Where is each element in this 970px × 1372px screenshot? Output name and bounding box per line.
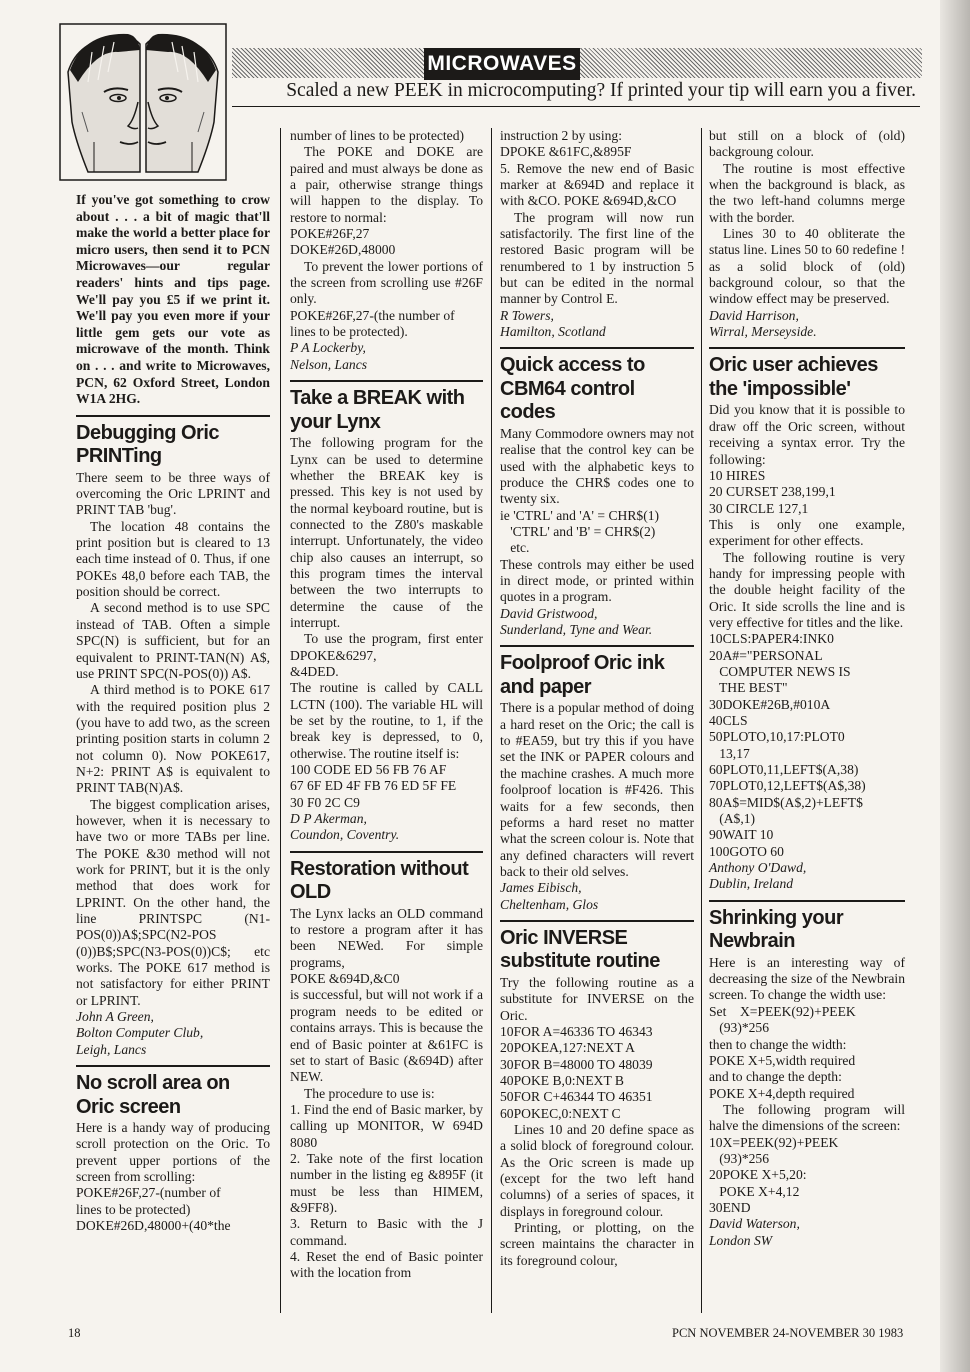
code-listing: 10X=PEEK(92)+PEEK (93)*256 20POKE X+5,20: POKE X+4,12 30END <box>709 1134 839 1215</box>
article-heading: No scroll area on Oric screen <box>76 1065 270 1119</box>
code-listing: 10CLS:PAPER4:INK0 20A#="PERSONAL COMPUTER NEWS IS THE BEST" 30DOKE#26B,#010A 40CLS 50PLOTO,10,17:PLOT0 13,17 60PLOT0,11,LEFT$(A,38) 70PLOT0,12,LEFT$(A$,38) 80A$=MID$(A$,2)+LEFT$ (A$,1) 90WAIT 10 100GOTO 60 <box>709 631 866 859</box>
paragraph: The location 48 contains the print position but is cleared to 13 each time instead of 0. Thus, if one POKEs 48,0 before each TAB, the position should be correct. <box>76 518 270 600</box>
paragraph: is successful, but will not work if a program needs to be edited or contains arrays. This is because the end of Basic pointer at &61FC is set to start of Basic (&694D) after NEW. <box>290 987 483 1085</box>
column-divider <box>701 128 702 1313</box>
section-badge: MICROWAVES <box>424 48 580 80</box>
paragraph: The following routine is very handy for impressing people with the double height facility of the Oric. It side scrolls the line and is very effective for titles and the like. <box>709 549 905 630</box>
code-listing: 10 HIRES 20 CURSET 238,199,1 30 CIRCLE 127,1 <box>709 467 836 516</box>
paragraph: A third method is to POKE 617 with the required position plus 2 (you have to add two, as the screen printing position starts in column 2 not column 0). Now POKE617, N+2: PRINT A$ is equivalent to PRINT TAB(N)A$. <box>76 682 270 796</box>
author-signature: David Harrison, Wirral, Merseyside. <box>709 307 817 340</box>
paragraph: This is only one example, experiment for other effects. <box>709 516 905 549</box>
code-listing: POKE#26F,27-(the number of lines to be protected). <box>290 307 455 340</box>
paragraph: 5. Remove the new end of Basic marker at &694D and replace it with &CO. POKE &694D,&CO <box>500 160 694 209</box>
article-heading: Quick access to CBM64 control codes <box>500 347 694 425</box>
author-signature: R Towers, Hamilton, Scotland <box>500 307 606 340</box>
paragraph: and to change the depth: <box>709 1069 842 1085</box>
paragraph: Did you know that it is possible to draw off the Oric screen, without receiving a syntax error. Try the following: <box>709 402 905 467</box>
paragraph: The following program for the Lynx can be used to determine whether the BREAK key is pressed. This key is not used by the normal keyboard routine, but is connected to the Z80's maskable interrupt. Unfortunately, the video chip also causes an interrupt, so this program times the interval between the two interrupts to determine the cause of the interrupt. <box>290 435 483 630</box>
paragraph: The POKE and DOKE are paired and must always be done as a pair, otherwise strange things will happen to the display. To restore to normal: <box>290 144 483 225</box>
paragraph: The routine is most effective when the background is black, as the two left-hand columns merge with the border. <box>709 160 905 225</box>
column-divider <box>491 128 492 1313</box>
code-listing: ie 'CTRL' and 'A' = CHR$(1) 'CTRL' and 'B' = CHR$(2) etc. <box>500 507 660 556</box>
paragraph: The Lynx lacks an OLD command to restore a program after it has been NEWed. For simple programs, <box>290 905 483 970</box>
two-faces-illustration <box>58 22 228 182</box>
paragraph: There seem to be three ways of overcoming the Oric LPRINT and PRINT TAB 'bug'. <box>76 469 270 518</box>
article-heading: Foolproof Oric ink and paper <box>500 645 694 699</box>
paragraph: These controls may either be used in direct mode, or printed within quotes in a program. <box>500 556 694 605</box>
paragraph: Lines 10 and 20 define space as a solid block of foreground colour. As the Oric screen is made up (except for the two left hand columns) of a series of spaces, it displays in foreground colour. <box>500 1122 694 1219</box>
paragraph: 2. Take note of the first location number in the listing eg &895F (it must be less than HIMEM, &9FF8). <box>290 1150 483 1215</box>
paragraph: Try the following routine as a substitute for INVERSE on the Oric. <box>500 974 694 1023</box>
author-signature: David Gristwood, Sunderland, Tyne and Wear. <box>500 605 653 638</box>
article-heading: Restoration without OLD <box>290 851 483 905</box>
code-listing: POKE X+4,depth required <box>709 1085 855 1101</box>
code-listing: DPOKE &61FC,&895F <box>500 144 632 160</box>
code-listing: number of lines to be protected) <box>290 128 465 143</box>
paragraph: A second method is to use SPC instead of TAB. Often a simple SPC(N) is sufficient, but for an equivalent to PRINT-TAN(N) A$, use PRINT SPC(N-POS(0)) A$. <box>76 600 270 681</box>
paragraph: Many Commodore owners may not realise that the control key can be used with the alphabetic keys to produce the CHR$ codes one to twenty six. <box>500 425 694 507</box>
column-2 <box>290 128 483 1282</box>
column-4 <box>709 128 905 1249</box>
code-listing: Set X=PEEK(92)+PEEK (93)*256 <box>709 1003 856 1036</box>
author-signature: D P Akerman, Coundon, Coventry. <box>290 811 400 843</box>
author-signature: David Waterson, London SW <box>709 1216 800 1248</box>
article-heading: Shrinking your Newbrain <box>709 900 905 954</box>
paragraph: The procedure to use is: <box>304 1085 435 1101</box>
paragraph: but still on a block of (old) backgroung colour. <box>709 128 905 160</box>
code-listing: 100 CODE ED 56 FB 76 AF 67 6F ED 4F FB 76 ED 5F FE 30 F0 2C C9 <box>290 762 457 810</box>
column-3 <box>500 128 694 1269</box>
column-1 <box>76 192 270 1235</box>
code-listing: POKE#26F,27 DOKE#26D,48000 <box>290 226 396 258</box>
header-rule <box>232 106 920 107</box>
article-heading: Oric INVERSE substitute routine <box>500 920 694 974</box>
paragraph: There is a popular method of doing a hard reset on the Oric; the call is to #EA59, but try this if you have set the INK or PAPER colours and the machine crashes. A much more foolproof location is #F426. This waits for a few seconds, then peforms a hard reset no matter what the screen colour is. Note that any defined characters will revert back to their old selves. <box>500 700 694 879</box>
paragraph: 3. Return to Basic with the J command. <box>290 1216 483 1248</box>
author-signature: Anthony O'Dawd, Dublin, Ireland <box>709 860 807 892</box>
paragraph: To use the program, first enter DPOKE&6297, <box>290 631 483 663</box>
page-edge-shadow <box>940 0 970 1372</box>
paragraph: The routine is called by CALL LCTN (100). The variable HL will be set by the routine, to 1, if the break key is depressed, to 0, otherwise. The routine itself is: <box>290 680 483 761</box>
paragraph: Lines 30 to 40 obliterate the status line. Lines 50 to 60 redefine ! as a solid block of (old) background colour, so that the window effect may be preserved. <box>709 226 905 307</box>
page-number: 18 <box>68 1326 81 1340</box>
paragraph: Here is a handy way of producing scroll protection on the Oric. To prevent upper portions of the screen from scrolling: <box>76 1120 270 1185</box>
intro-blurb: If you've got something to crow about . . . a bit of magic that'll make the world a better place for micro users, then send it to PCN Microwaves—our regular readers' hints and tips page. We'll pay you £5 if we print it. We'll pay you even more if your little gem gets our vote as microwave of the month. Think on . . . and write to Microwaves, PCN, 62 Oxford Street, London W1A 2HG. <box>76 192 270 407</box>
code-listing: POKE#26F,27-(number of lines to be protected) DOKE#26D,48000+(40*the <box>76 1185 231 1234</box>
article-heading: Take a BREAK with your Lynx <box>290 380 483 434</box>
article-heading: Debugging Oric PRINTing <box>76 415 270 469</box>
paragraph: instruction 2 by using: <box>500 128 622 143</box>
column-divider <box>280 128 281 1313</box>
paragraph: The following program will halve the dimensions of the screen: <box>709 1101 905 1134</box>
section-strapline: Scaled a new PEEK in microcomputing? If printed your tip will earn you a fiver. <box>286 80 916 101</box>
paragraph: To prevent the lower portions of the screen from scrolling use #26F only. <box>290 258 483 307</box>
paragraph: then to change the width: <box>709 1036 847 1052</box>
paragraph: 1. Find the end of Basic marker, by calling up MONITOR, W 694D 8080 <box>290 1101 483 1150</box>
code-listing: POKE &694D,&C0 <box>290 971 400 987</box>
author-signature: James Eibisch, Cheltenham, Glos <box>500 880 599 912</box>
paragraph: The biggest complication arises, however, when it is necessary to have two or more TABs per line. The POKE &30 method will not work for PRINT, but it is the only method that does work for LPRINT. On the other hand, the line PRINTSPC (N1-POS(0))A$;SPC(N2-POS (0))B$;SPC(N3-POS(0))C$; etc works. The POKE 617 method is not satisfactory for either PRINT or LPRINT. <box>76 796 270 1008</box>
paragraph: Printing, or plotting, on the screen maintains the character in its foreground colour, <box>500 1220 694 1268</box>
paragraph: Here is an interesting way of decreasing the size of the Newbrain screen. To change the width use: <box>709 954 905 1003</box>
code-listing: &4DED. <box>290 663 339 679</box>
paragraph: 4. Reset the end of Basic pointer with the location from <box>290 1248 483 1281</box>
article-heading: Oric user achieves the 'impossible' <box>709 347 905 401</box>
paragraph: The program will now run satisfactorily. The first line of the restored Basic program will be renumbered to 1 by instruction 5 but can be edited in the normal manner by Control E. <box>500 209 694 307</box>
issue-line: PCN NOVEMBER 24-NOVEMBER 30 1983 <box>672 1326 904 1340</box>
code-listing: POKE X+5,width required <box>709 1052 856 1068</box>
author-signature: John A Green, Bolton Computer Club, Leigh, Lancs <box>76 1009 204 1057</box>
code-listing: 10FOR A=46336 TO 46343 20POKEA,127:NEXT A 30FOR B=48000 TO 48039 40POKE B,0:NEXT B 50FOR C+46344 TO 46351 60POKEC,0:NEXT C <box>500 1023 653 1121</box>
author-signature: P A Lockerby, Nelson, Lancs <box>290 340 368 372</box>
